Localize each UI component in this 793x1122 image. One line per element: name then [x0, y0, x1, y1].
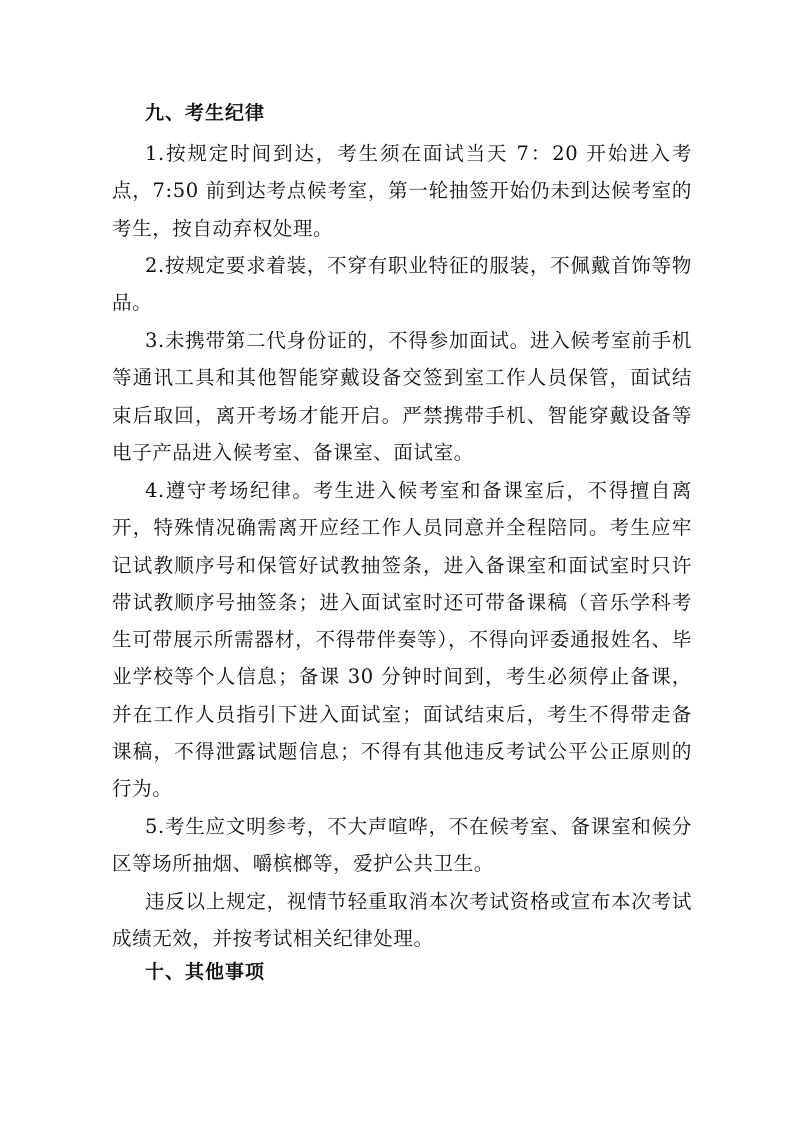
section-heading-other-matters: 十、其他事项 [145, 961, 266, 983]
paragraph-item-2: 2.按规定要求着装，不穿有职业特征的服装，不佩戴首饰等物品。 [112, 254, 692, 315]
paragraph-closing: 违反以上规定，视情节轻重取消本次考试资格或宣布本次考试成绩无效，并按考试相关纪律处理。 [112, 890, 692, 951]
paragraph-item-3: 3.未携带第二代身份证的，不得参加面试。进入候考室前手机等通讯工具和其他智能穿戴设备交签到室工作人员保管，面试结束后取回，离开考场才能开启。严禁携带手机、智能穿戴设备等电子产品进入候考室、备课室、面试室。 [112, 329, 692, 464]
section-heading-exam-discipline: 九、考生纪律 [145, 102, 266, 124]
paragraph-item-1: 1.按规定时间到达，考生须在面试当天 7：20 开始进入考点，7:50 前到达考点候考室，第一轮抽签开始仍未到达候考室的考生，按自动弃权处理。 [112, 142, 692, 240]
paragraph-item-5: 5.考生应文明参考，不大声喧哗，不在候考室、备课室和候分区等场所抽烟、嚼槟榔等，爱护公共卫生。 [112, 815, 692, 876]
paragraph-item-4: 4.遵守考场纪律。考生进入候考室和备课室后，不得擅自离开，特殊情况确需离开应经工作人员同意并全程陪同。考生应牢记试教顺序号和保管好试教抽签条，进入备课室和面试室时只许带试教顺序号抽签条；进入面试室时还可带备课稿（音乐学科考生可带展示所需器材，不得带伴奏等），不得向评委通报姓名、毕业学校等个人信息；备课 30 分钟时间到，考生必须停止备课，并在工作人员指引下进入面试室；面试结束后，考生不得带走备课稿，不得泄露试题信息；不得有其他违反考试公平公正原则的行为。 [112, 479, 692, 801]
